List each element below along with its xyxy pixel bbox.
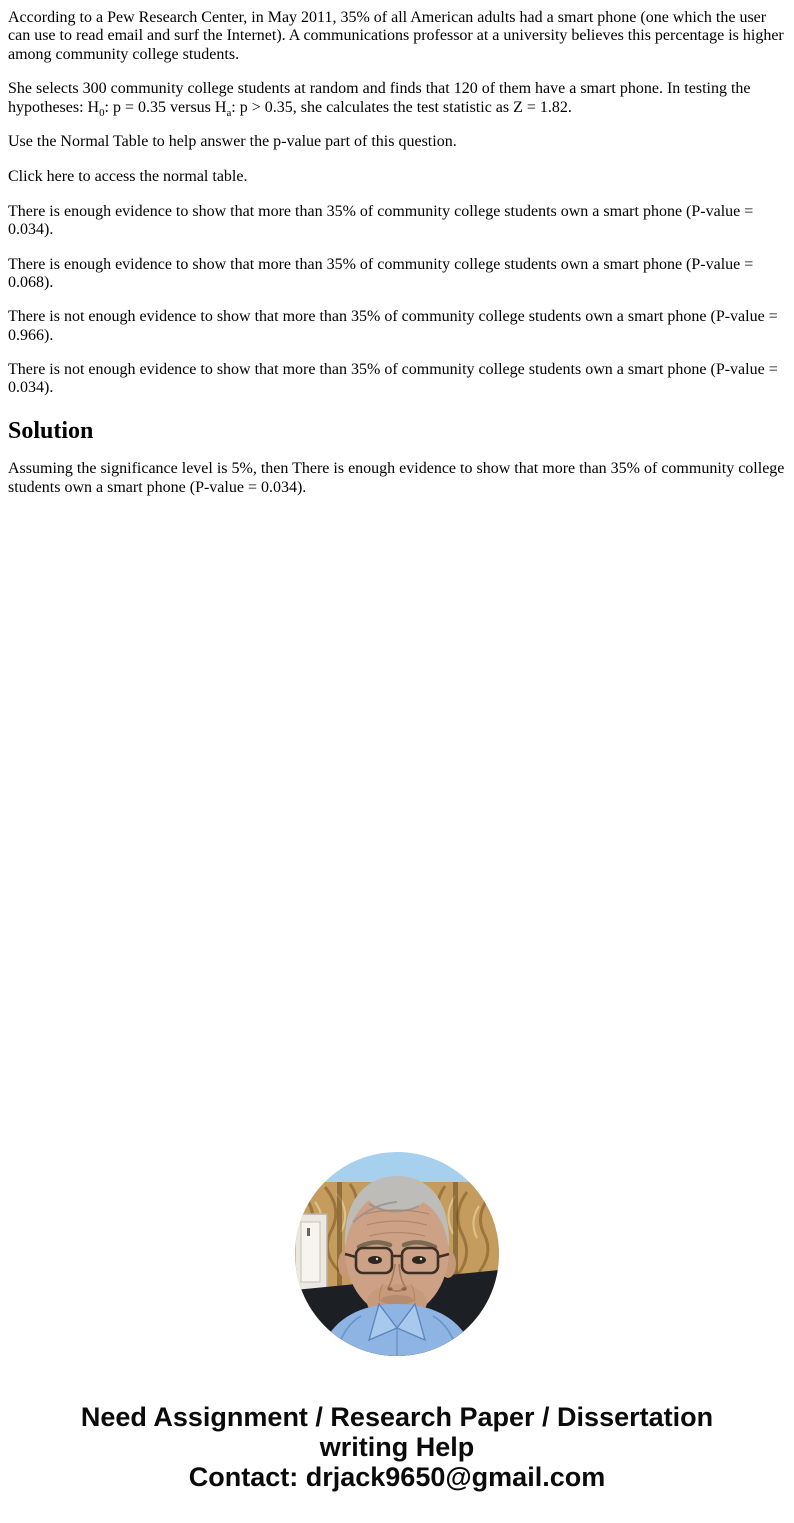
question-setup [8,80,786,117]
question-intro: According to a Pew Research Center, in May 2011, 35% of all American adults had a smart phone (one which the user can use to read email and surf the Internet). A communications professor at a university believes this percentage is higher among community college students. [8,9,784,63]
answer-option-1: There is enough evidence to show that more than 35% of community college students own a smart phone (P-value = 0.034). [8,202,754,239]
footer-banner [0,1402,794,1492]
banner-line-2: writing Help [319,1432,475,1462]
banner-line-3: Contact: drjack9650@gmail.com [188,1462,606,1492]
h-alt-subscript: a [226,106,232,119]
answer-option-4: There is not enough evidence to show that more than 35% of community college students own a smart phone (P-value = 0.034). [8,361,778,397]
setup-text: : p = 0.35 versus H [104,98,227,116]
banner-line-1: Need Assignment / Research Paper / Dissertation [80,1402,714,1432]
answer-option-2: There is enough evidence to show that more than 35% of community college students own a smart phone (P-value = 0.068). [8,255,754,291]
normal-table-hint: Use the Normal Table to help answer the p-value part of this question. [8,132,457,150]
setup-text: : p > 0.35, she calculates the test statistic as Z = 1.82. [231,98,572,116]
solution-heading: Solution [8,417,94,444]
answer-option-3: There is not enough evidence to show that more than 35% of community college students own a smart phone (P-value = 0.966). [8,308,778,344]
setup-text: She selects 300 community college students at random and finds that 120 of them have a smart phone. In testing the hypotheses: H [8,80,751,116]
question-content [0,0,794,497]
normal-table-link[interactable]: Click here to access the normal table. [8,168,248,186]
solution-text: Assuming the significance level is 5%, then There is enough evidence to show that more than 35% of community college students own a smart phone (P-value = 0.034). [8,460,785,496]
instructor-photo [295,1152,499,1356]
h-null-subscript: 0 [99,106,105,119]
instructor-photo-image [295,1152,499,1356]
